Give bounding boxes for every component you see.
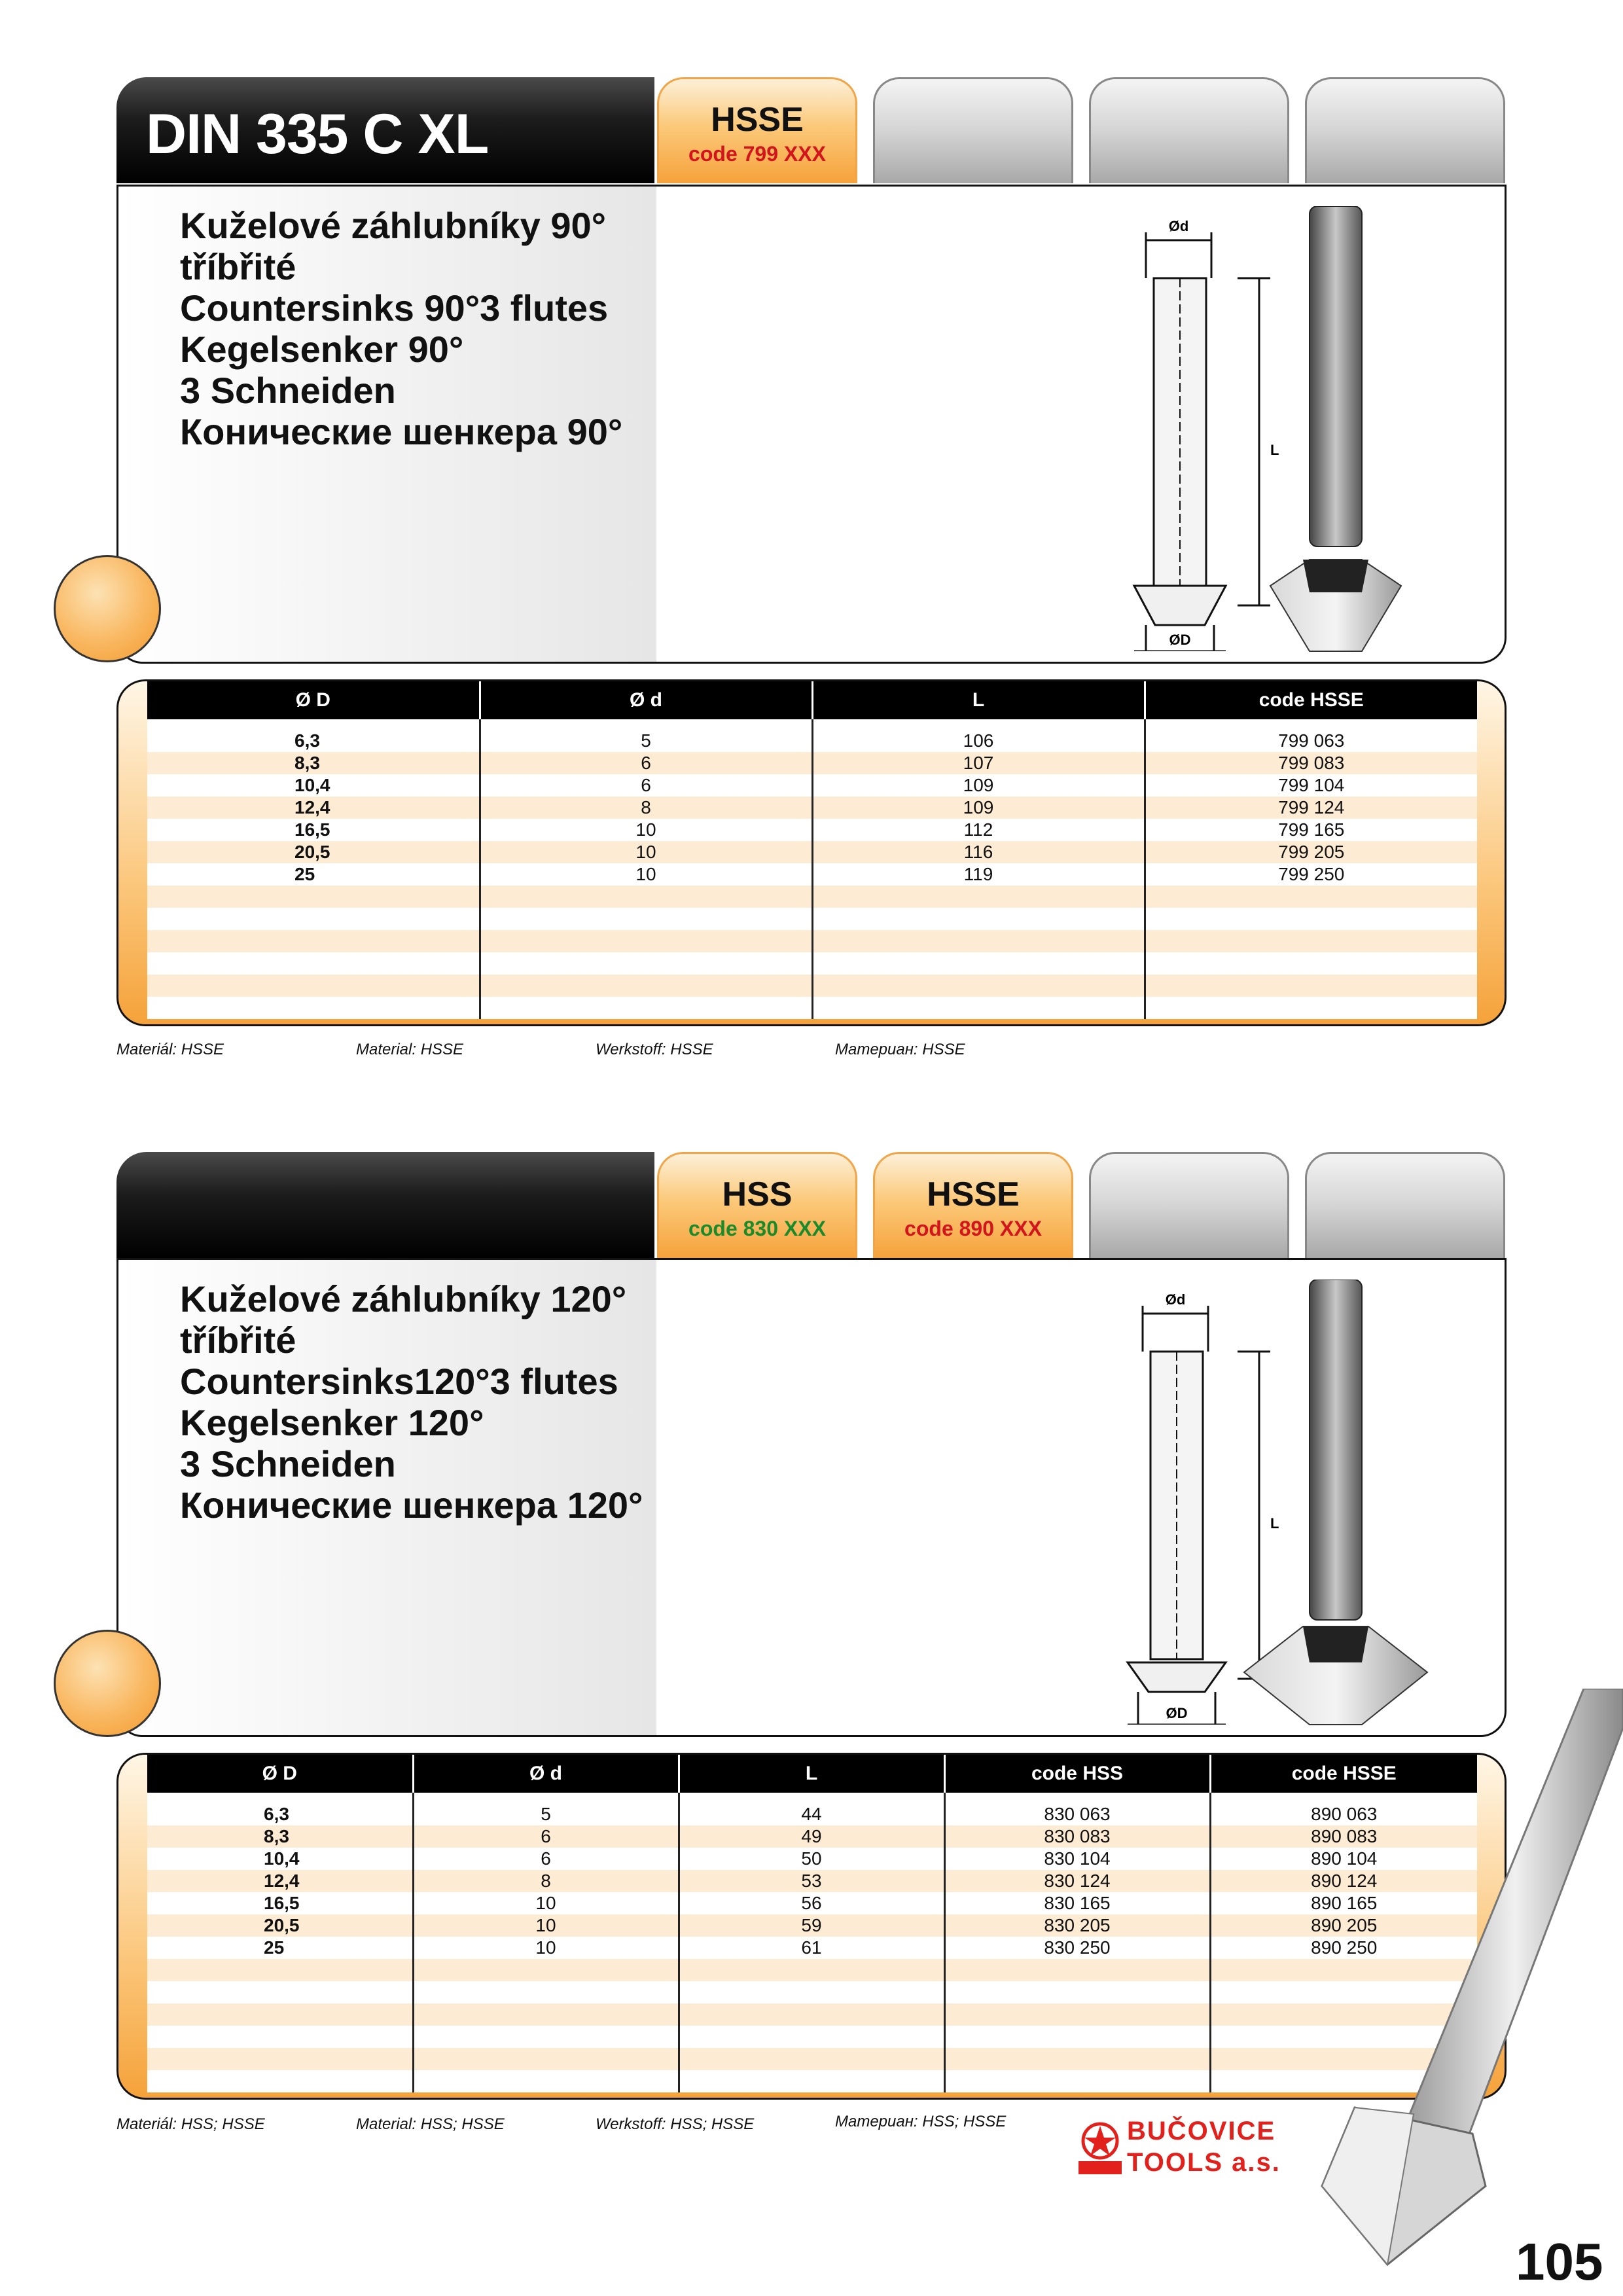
desc-line: Kegelsenker 120° [180,1402,484,1443]
column-header: code HSSE [1145,681,1477,719]
tab-name: HSSE [927,1175,1020,1213]
drawing-label-L: L [1270,442,1279,458]
tab-code: code 799 XXX [688,142,826,166]
material-note: Materiál: HSSE [116,1041,224,1058]
table-row: 12,4 8 109 799 124 [147,797,1477,819]
section1-table-frame [116,679,1507,1026]
section1-orange-circle [54,555,161,662]
table-row: 16,5 10 112 799 165 [147,819,1477,841]
section1-description [180,205,622,452]
column-header: Ø d [413,1755,679,1793]
table-row: 6,3 5 44 830 063 890 063 [147,1803,1477,1825]
column-header: code HSS [944,1755,1210,1793]
drawing-label-D: ØD [1166,1705,1188,1721]
drawing-label-D: ØD [1169,632,1191,648]
column-header: code HSSE [1210,1755,1477,1793]
table-row: 8,3 6 107 799 083 [147,752,1477,774]
section2-product-panel [116,1258,1507,1737]
table-row: 6,3 5 106 799 063 [147,730,1477,752]
desc-line: 3 Schneiden [180,1443,396,1484]
desc-line: Kuželové záhlubníky 120° [180,1278,627,1319]
decorative-countersink-illustration [1309,1689,1623,2296]
section1-tab-empty-3 [1089,77,1289,183]
material-note: Werkstoff: HSSE [596,1041,713,1058]
section1-tab-hsse[interactable] [657,77,857,183]
desc-line: Countersinks 90°3 flutes [180,287,609,329]
logo-line1: BUČOVICE [1127,2117,1276,2145]
material-note: Material: HSSE [356,1041,464,1058]
section1-header [116,77,654,183]
tab-name: HSS [722,1175,793,1213]
section2-orange-circle [54,1630,161,1737]
section2-tool-illustration [1231,1280,1447,1731]
page-number: 105 [1516,2233,1603,2291]
material-note: Materiál: HSS; HSSE [116,2115,265,2133]
tab-name: HSSE [711,101,804,139]
column-header: Ø D [147,681,480,719]
material-note: Mamepuaн: HSS; HSSE [835,2113,1007,2130]
logo-underbar [1079,2161,1122,2174]
desc-line: Kuželové záhlubníky 90° [180,205,607,246]
section1-tab-empty-4 [1305,77,1505,183]
section2-tab-empty-4 [1305,1152,1505,1258]
section1-tool-illustration [1244,206,1440,658]
table-row: 25 10 61 830 250 890 250 [147,1937,1477,1959]
section2-table-frame [116,1753,1507,2100]
section2-table [147,1755,1477,2092]
tab-code: code 890 XXX [904,1217,1042,1240]
section2-tab-hsse[interactable] [873,1152,1073,1258]
column-header: L [812,681,1145,719]
logo-line2: TOOLS a.s. [1127,2148,1281,2177]
material-note: Werkstoff: HSS; HSSE [596,2115,755,2133]
table-row: 12,4 8 53 830 124 890 124 [147,1870,1477,1892]
drawing-label-d: Ød [1165,1291,1186,1308]
drawing-label-L: L [1270,1515,1279,1532]
table-row: 20,5 10 116 799 205 [147,841,1477,863]
desc-line: Конические шенкера 90° [180,411,623,452]
desc-line: Kegelsenker 90° [180,329,464,370]
drawing-label-d: Ød [1168,218,1189,234]
desc-line: 3 Schneiden [180,370,396,411]
table-row: 16,5 10 56 830 165 890 165 [147,1892,1477,1914]
table-row: 20,5 10 59 830 205 890 205 [147,1914,1477,1937]
table-row: 10,4 6 109 799 104 [147,774,1477,797]
section1-title: DIN 335 C XL [146,103,489,166]
section2-header [116,1152,654,1258]
column-header: Ø D [147,1755,413,1793]
column-header: L [679,1755,944,1793]
section1-tab-empty-2 [873,77,1073,183]
material-note: Mamepuaн: HSSE [835,1041,965,1058]
section2-tab-hss[interactable] [657,1152,857,1258]
section2-description [180,1278,643,1526]
table-row: 8,3 6 49 830 083 890 083 [147,1825,1477,1848]
desc-line: Countersinks120°3 flutes [180,1361,618,1402]
section2-tab-empty-3 [1089,1152,1289,1258]
desc-line: tříbřité [180,1319,296,1361]
tab-code: code 830 XXX [688,1217,826,1240]
material-note: Material: HSS; HSSE [356,2115,505,2133]
table-row: 25 10 119 799 250 [147,863,1477,886]
section1-product-panel [116,185,1507,664]
table-row: 10,4 6 50 830 104 890 104 [147,1848,1477,1870]
desc-line: Конические шенкера 120° [180,1484,643,1526]
column-header: Ø d [480,681,812,719]
desc-line: tříbřité [180,246,296,287]
bucovice-logo-icon [1080,2121,1120,2161]
section1-table [147,681,1477,1019]
